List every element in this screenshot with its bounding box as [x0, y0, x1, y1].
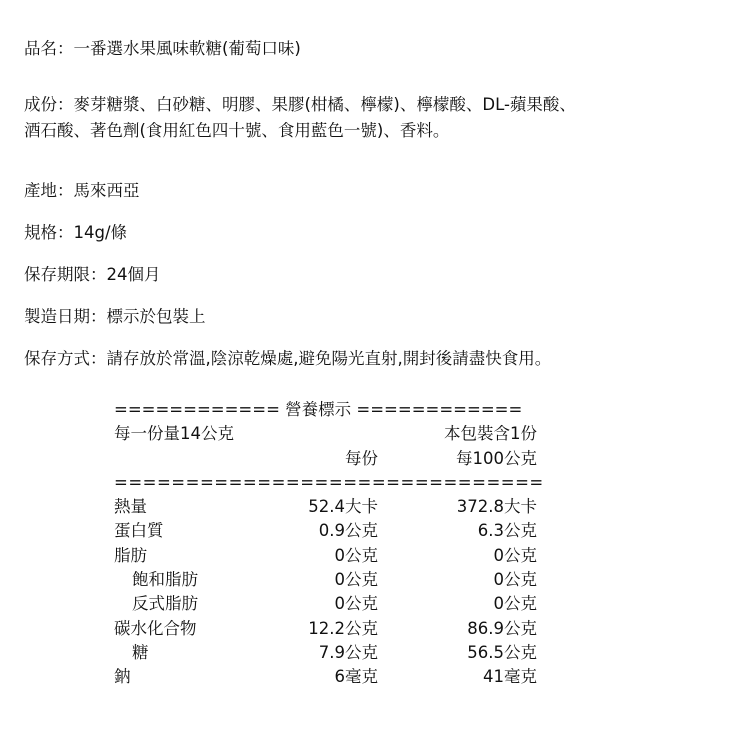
- per-100g-value: 0公克: [493, 594, 537, 614]
- per-100g-value: 86.9公克: [467, 618, 537, 638]
- serving-size: 每一份量14公克: [114, 424, 234, 444]
- per-100g-value: 6.3公克: [477, 521, 537, 541]
- manufacture-date: 製造日期：標示於包裝上: [24, 307, 206, 326]
- per-serving-value: 0公克: [334, 594, 378, 614]
- per-serving-value: 0公克: [334, 545, 378, 565]
- nutrient-name: 糖: [132, 642, 149, 662]
- nutrient-name: 反式脂肪: [132, 594, 198, 614]
- per-100g-value: 0公克: [493, 570, 537, 590]
- per-100g-value: 41毫克: [483, 667, 537, 687]
- nutrient-name: 蛋白質: [114, 521, 164, 541]
- column-header-row: [114, 447, 564, 471]
- nutrition-divider: ==============================: [114, 472, 544, 492]
- col-per-serving: 每份: [345, 448, 378, 468]
- origin: 產地：馬來西亞: [24, 181, 140, 200]
- nutrient-name: 熱量: [114, 497, 147, 517]
- per-100g-value: 0公克: [493, 545, 537, 565]
- per-100g-value: 372.8大卡: [456, 497, 537, 517]
- per-serving-value: 12.2公克: [308, 618, 378, 638]
- shelf-life: 保存期限：24個月: [24, 265, 161, 284]
- storage: 保存方式：請存放於常溫,陰涼乾燥處,避免陽光直射,開封後請盡快食用。: [24, 349, 552, 368]
- nutrition-facts: [114, 398, 564, 690]
- per-serving-value: 52.4大卡: [308, 497, 378, 517]
- ingredients-line-2: 酒石酸、著色劑(食用紅色四十號、食用藍色一號)、香料。: [24, 121, 450, 140]
- per-serving-value: 0公克: [334, 570, 378, 590]
- nutrient-name: 脂肪: [114, 545, 147, 565]
- product-name: 品名：一番選水果風味軟糖(葡萄口味): [24, 39, 301, 58]
- table-row: [114, 495, 564, 519]
- table-row: [114, 519, 564, 543]
- table-row: [114, 544, 564, 568]
- table-row: [114, 641, 564, 665]
- product-info: [24, 36, 724, 372]
- table-row: [114, 568, 564, 592]
- spec: 規格：14g/條: [24, 223, 128, 242]
- per-100g-value: 56.5公克: [467, 642, 537, 662]
- table-row: [114, 617, 564, 641]
- table-row: [114, 665, 564, 689]
- nutrient-name: 碳水化合物: [114, 618, 197, 638]
- per-serving-value: 0.9公克: [318, 521, 378, 541]
- col-per-100g: 每100公克: [456, 448, 537, 468]
- table-row: [114, 592, 564, 616]
- per-serving-value: 7.9公克: [318, 642, 378, 662]
- serving-row: [114, 422, 564, 446]
- nutrient-name: 鈉: [114, 667, 131, 687]
- servings-per-pack: 本包裝含1份: [444, 424, 537, 444]
- nutrient-name: 飽和脂肪: [132, 570, 198, 590]
- per-serving-value: 6毫克: [334, 667, 378, 687]
- ingredients-line-1: 成份：麥芽糖漿、白砂糖、明膠、果膠(柑橘、檸檬)、檸檬酸、DL-蘋果酸、: [24, 95, 576, 114]
- nutrition-title: ============ 營養標示 ============: [114, 400, 523, 419]
